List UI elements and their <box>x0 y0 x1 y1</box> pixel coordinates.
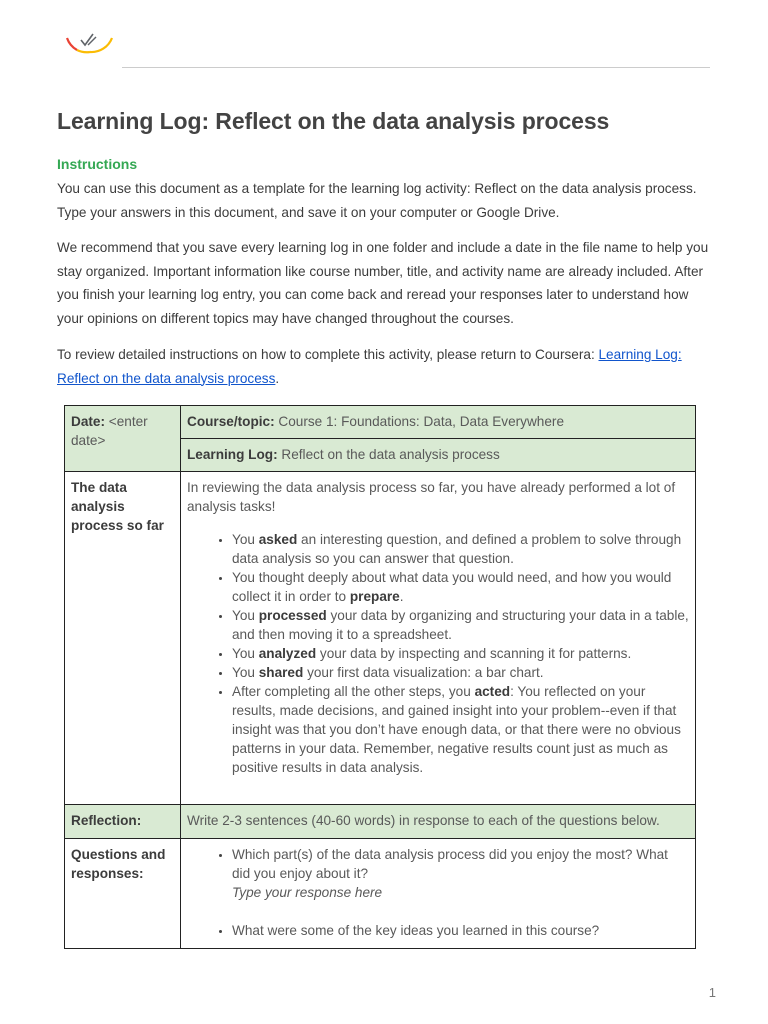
review-text: To review detailed instructions on how to complete this activity, please return to Coursera: <box>57 347 599 362</box>
list-item <box>232 921 689 940</box>
learning-log-table <box>64 405 696 949</box>
google-logo-icon <box>64 28 116 58</box>
instructions-heading: Instructions <box>57 156 138 172</box>
list-item: • You processed your data by organizing and structuring your data in a table, and then moving it to a spreadsheet. <box>232 606 689 644</box>
list-item: • You thought deeply about what data you would need, and how you would collect it in order to prepare. <box>232 568 689 606</box>
list-item <box>232 845 689 921</box>
process-intro: In reviewing the data analysis process so far, you have already performed a lot of analysis tasks! <box>187 480 676 514</box>
response-field[interactable]: Type your response here <box>232 885 383 900</box>
date-label: Date: <box>71 414 105 429</box>
list-item: • You shared your first data visualization: a bar chart. <box>232 663 689 682</box>
recommendation-paragraph: We recommend that you save every learning log in one folder and include a date in the file name to help you stay organized. Important information like course number, title, and activity name are already included. After you finish your learning log entry, you can come back and reread your responses later to understand how your opinions on different topics may have changed throughout the courses. <box>57 240 709 326</box>
review-end: . <box>275 370 280 386</box>
process-label-cell: The data analysis process so far <box>65 472 181 805</box>
questions-list <box>187 845 689 940</box>
course-cell <box>181 406 696 439</box>
log-label: Learning Log: <box>187 447 278 462</box>
course-label: Course/topic: <box>187 414 275 429</box>
process-steps-list <box>187 530 689 777</box>
log-value: Reflect on the data analysis process <box>277 447 500 462</box>
header-divider <box>122 67 710 68</box>
date-value: <enter date> <box>71 414 148 448</box>
review-paragraph <box>57 343 717 390</box>
log-title-cell <box>181 439 696 472</box>
page-number: 1 <box>708 985 716 1000</box>
intro-paragraph: You can use this document as a template for the learning log activity: Reflect on the data analysis process. Type your answers in this document, and save it on your computer or Google Drive. <box>57 181 697 220</box>
questions-cell <box>181 839 696 949</box>
list-item: • You asked an interesting question, and defined a problem to solve through data analysis so you can answer that question. <box>232 530 689 568</box>
questions-label-cell: Questions and responses: <box>65 839 181 949</box>
reflection-text-cell: Write 2-3 sentences (40-60 words) in response to each of the questions below. <box>181 805 696 839</box>
course-value: Course 1: Foundations: Data, Data Everywhere <box>274 414 565 429</box>
date-cell[interactable] <box>65 406 181 472</box>
question-text: Which part(s) of the data analysis process did you enjoy the most? What did you enjoy about it? <box>232 847 668 881</box>
list-item: • You analyzed your data by inspecting and scanning it for patterns. <box>232 644 689 663</box>
reflection-label-cell: Reflection: <box>65 805 181 839</box>
question-text: What were some of the key ideas you learned in this course? <box>232 923 600 938</box>
coursera-activity-link[interactable]: Learning Log: Reflect on the data analysis process <box>57 347 682 386</box>
page-title: Learning Log: Reflect on the data analysis process <box>57 108 610 134</box>
process-content-cell <box>181 472 696 805</box>
list-item: • After completing all the other steps, you acted: You reflected on your results, made decisions, and gained insight into your problem--even if that insight was that you don’t have enough data, or that there were no obvious patterns in your data. Remember, negative results count just as much as positive results in data analysis. <box>232 682 689 777</box>
